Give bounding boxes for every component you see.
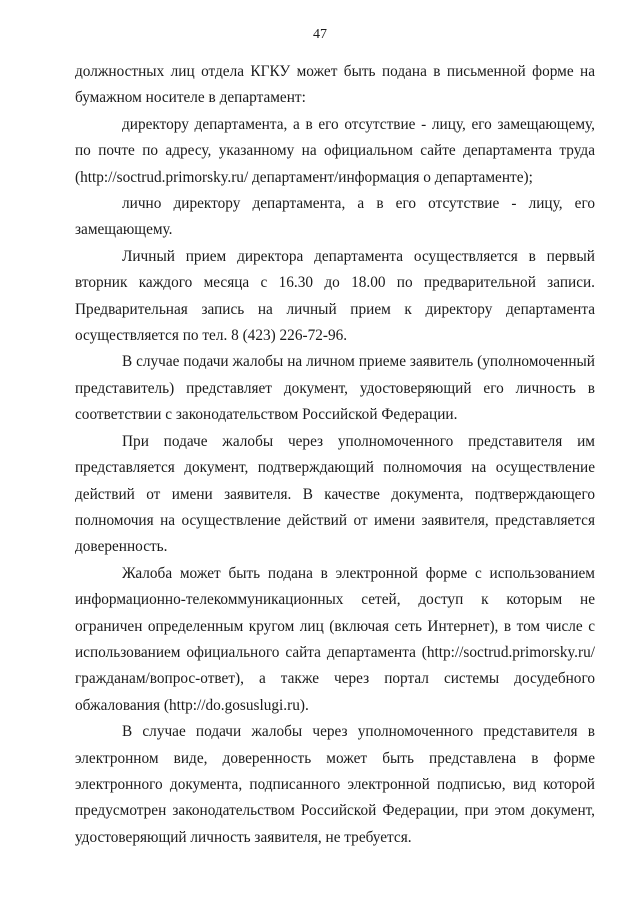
paragraph-director-by-mail: директору департамента, а в его отсутствие - лицу, его замещающему, по почте по адресу, указанному на официальном сайте департамента труда (http://soctrud.primorsky.ru/ департамент/информация о департаменте); xyxy=(75,115,595,186)
paragraph-continuation: должностных лиц отдела КГКУ может быть подана в письменной форме на бумажном носителе в департамент: xyxy=(75,63,595,107)
paragraph-reception-schedule: Личный прием директора департамента осуществляется в первый вторник каждого месяца с 16.30 до 18.00 по предварительной записи. Предварительная запись на личный прием к директору департамента осуществляется по тел. 8 (423) 226-72-96. xyxy=(75,247,595,345)
document-body xyxy=(75,59,595,851)
paragraph-electronic-submission: Жалоба может быть подана в электронной форме с использованием информационно-телекоммуникационных сетей, доступ к которым не ограничен определенным кругом лиц (включая сеть Интернет), в том числе с использованием официального сайта департамента (http://soctrud.primorsky.ru/ гражданам/вопрос-ответ), а также через портал системы досудебного обжалования (http://do.gosuslugi.ru). xyxy=(75,564,595,714)
paragraph-electronic-representative: В случае подачи жалобы через уполномоченного представителя в электронном виде, доверенность может быть представлена в форме электронного документа, подписанного электронной подписью, вид которой предусмотрен законодательством Российской Федерации, при этом документ, удостоверяющий личность заявителя, не требуется. xyxy=(75,723,595,846)
page-number: 47 xyxy=(313,27,327,42)
paragraph-representative-authority: При подаче жалобы через уполномоченного представителя им представляется документ, подтверждающий полномочия на осуществление действий от имени заявителя. В качестве документа, подтверждающего полномочия на осуществление действий от имени заявителя, представляется доверенность. xyxy=(75,432,595,556)
paragraph-identity-document: В случае подачи жалобы на личном приеме заявитель (уполномоченный представитель) представляет документ, удостоверяющий его личность в соответствии с законодательством Российской Федерации. xyxy=(75,353,595,424)
paragraph-director-in-person: лично директору департамента, а в его отсутствие - лицу, его замещающему. xyxy=(75,195,595,239)
